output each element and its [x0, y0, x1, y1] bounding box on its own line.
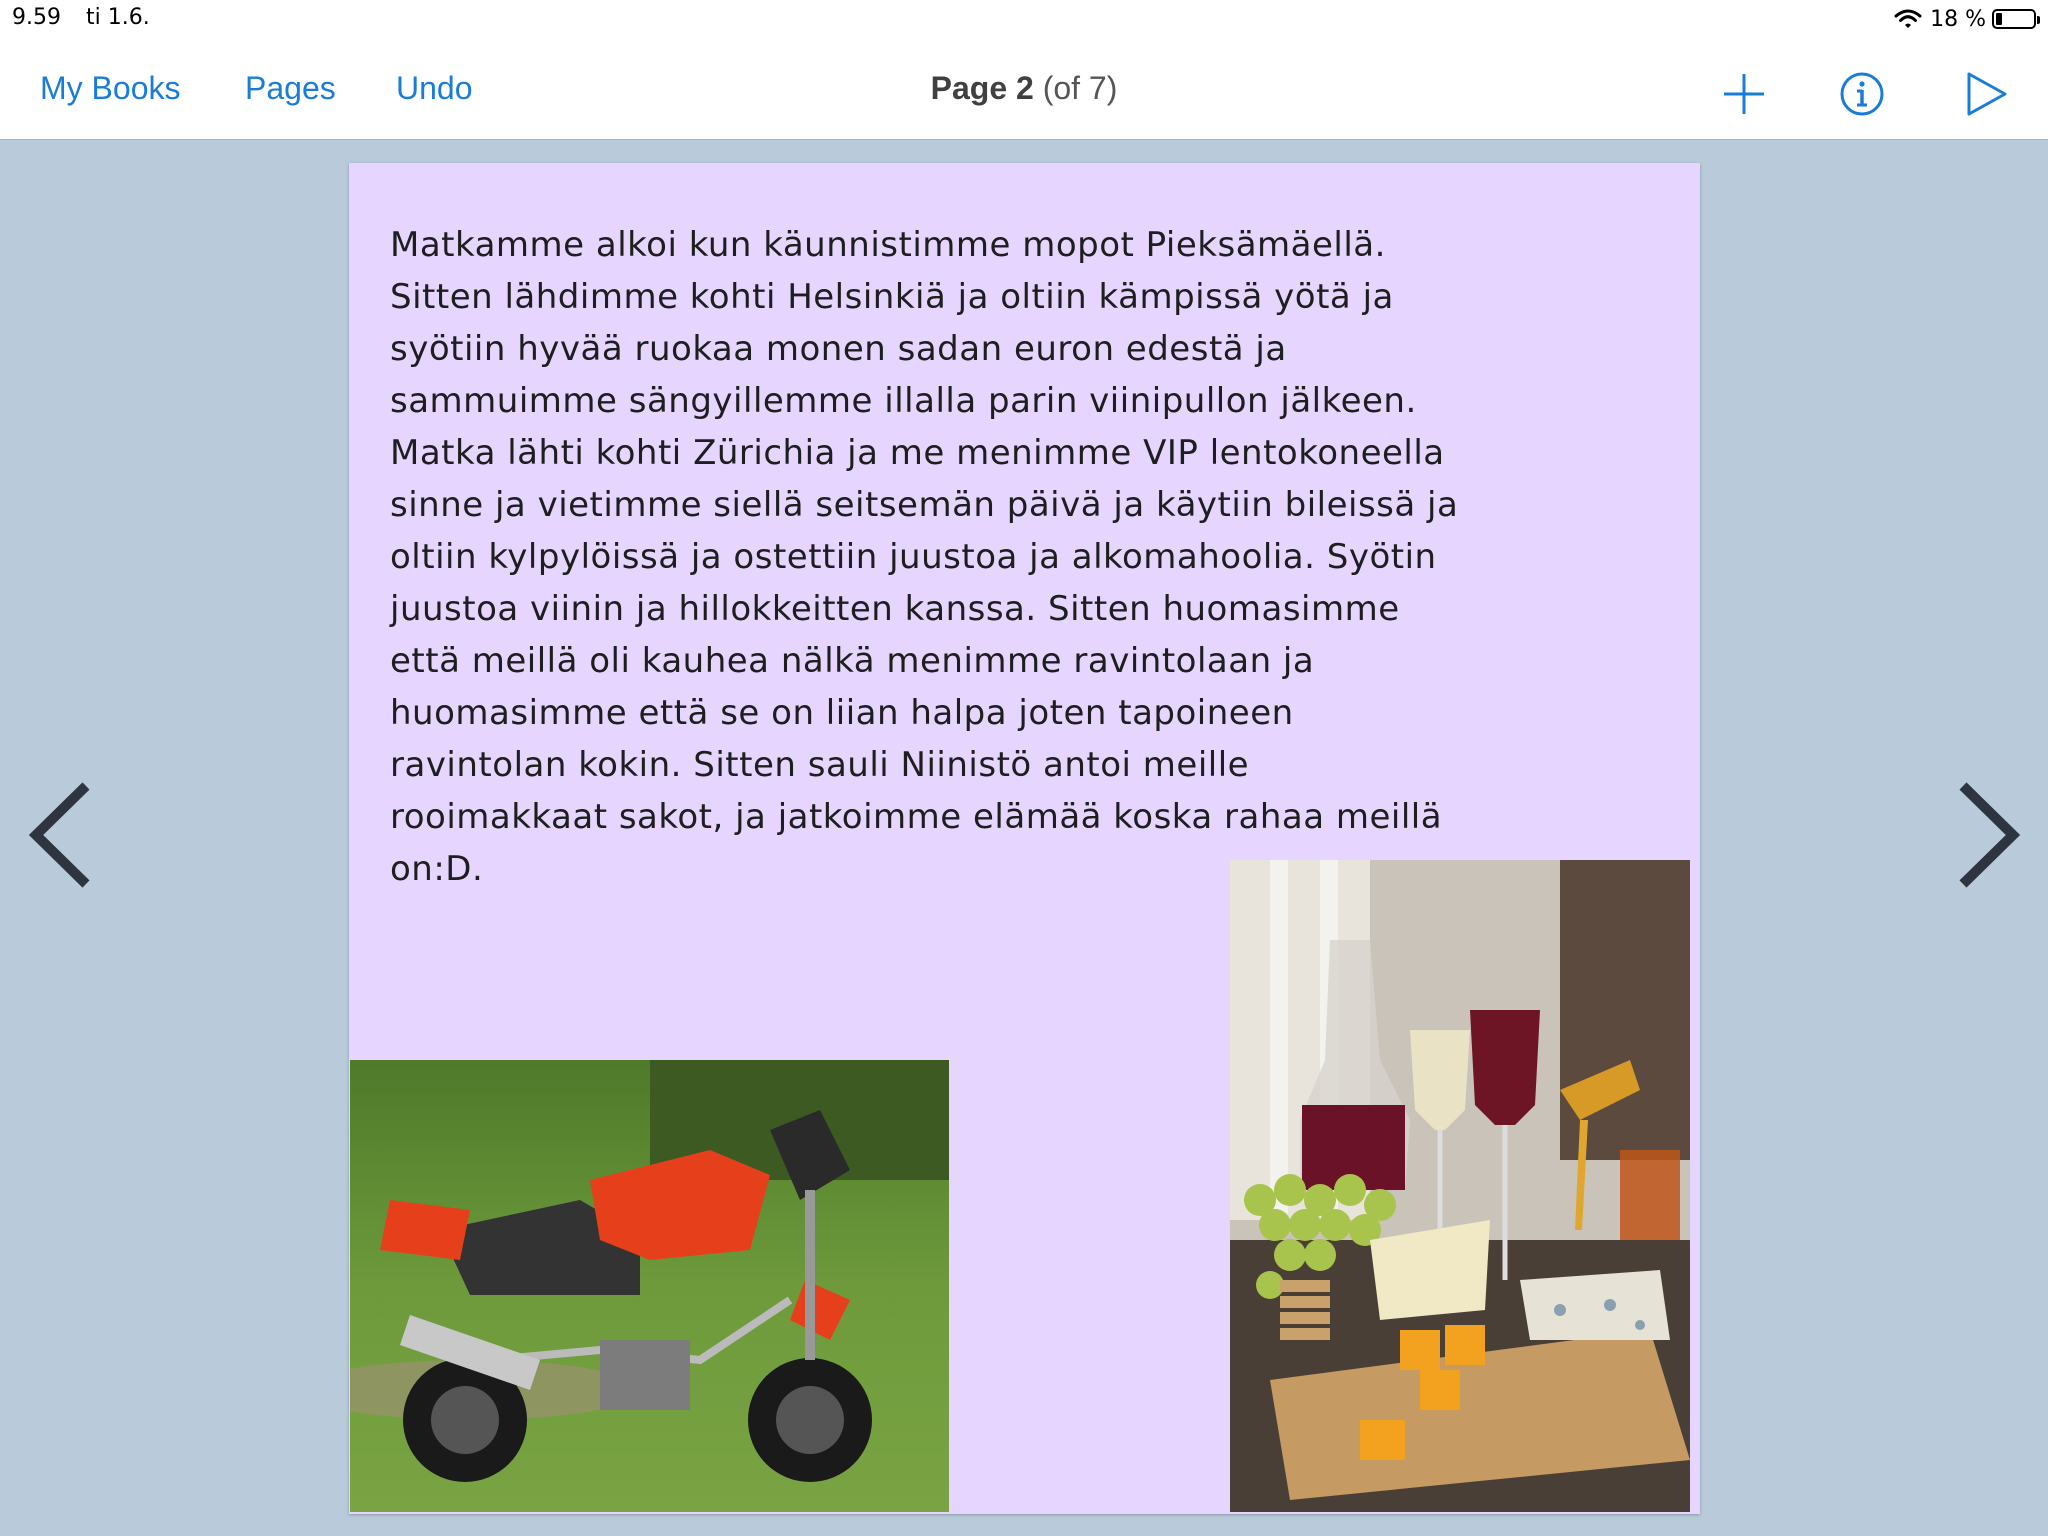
page-count: (of 7) [1042, 70, 1118, 106]
undo-button[interactable]: Undo [396, 70, 473, 106]
top-bar [0, 0, 2048, 140]
cheese-wine-photo[interactable] [1230, 860, 1690, 1512]
page-number: Page 2 [930, 70, 1034, 106]
status-time: 9.59 [12, 5, 61, 30]
story-text[interactable]: Matkamme alkoi kun käunnistimme mopot Pieksämäellä. Sitten lähdimme kohti Helsinkiä ja oltiin kämpissä yötä ja syötiin hyvää ruokaa monen sadan euron edestä ja sammuimme sängyillemme illalla parin viinipullon jälkeen. Matka lähti kohti Zürichia ja me menimme VIP lentokoneella sinne ja vietimme siellä seitsemän päivä ja käytiin bileissä ja oltiin kylpylöissä ja ostettiin juustoa ja alkomahoolia. Syötin juustoa viinin ja hillokkeitten kanssa. Sitten huomasimme että meillä oli kauhea nälkä menimme ravintolaan ja huomasimme että se on liian halpa joten tapoineen ravintolan kokin. Sitten sauli Niinistö antoi meille rooimakkaat sakot, ja jatkoimme elämää koska rahaa meillä on:D. [390, 225, 1459, 889]
status-bar-left [12, 5, 168, 30]
previous-page-chevron-icon[interactable] [24, 780, 94, 890]
battery-icon [1992, 9, 2036, 29]
plus-icon[interactable] [1720, 70, 1768, 118]
wifi-icon [1894, 8, 1922, 30]
info-icon[interactable] [1838, 70, 1886, 118]
my-books-button[interactable]: My Books [40, 70, 181, 106]
motorcycle-photo[interactable] [350, 1060, 949, 1512]
battery-percent: 18 % [1930, 6, 1986, 32]
status-date: ti 1.6. [85, 5, 150, 30]
next-page-chevron-icon[interactable] [1955, 780, 2025, 890]
play-icon[interactable] [1962, 70, 2010, 118]
book-page[interactable] [349, 163, 1700, 1514]
status-bar-right [1894, 4, 2036, 34]
pages-button[interactable]: Pages [245, 70, 336, 106]
